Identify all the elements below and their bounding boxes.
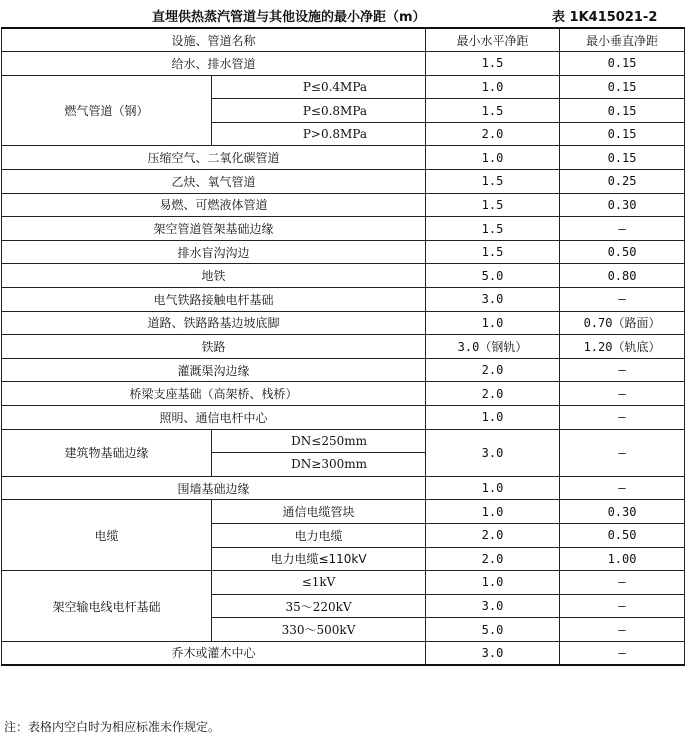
table-row xyxy=(2,500,685,524)
row-horizontal: 5.0 xyxy=(426,264,560,288)
row-vertical: — xyxy=(560,618,685,642)
row-name: 铁路 xyxy=(2,335,426,359)
row-name: 燃气管道（钢） xyxy=(2,75,212,146)
row-vertical: — xyxy=(560,571,685,595)
row-name: 道路、铁路路基边坡底脚 xyxy=(2,311,426,335)
row-vertical: 0.15 xyxy=(560,146,685,170)
table-row xyxy=(2,288,685,312)
row-vertical: 1.00 xyxy=(560,547,685,571)
table-row xyxy=(2,75,685,99)
row-horizontal: 2.0 xyxy=(426,547,560,571)
row-horizontal: 2.0 xyxy=(426,523,560,547)
table-row xyxy=(2,217,685,241)
row-name: 给水、排水管道 xyxy=(2,52,426,76)
row-vertical: — xyxy=(560,429,685,476)
table-row xyxy=(2,406,685,430)
table-row xyxy=(2,382,685,406)
table-title: 直埋供热蒸汽管道与其他设施的最小净距（m） xyxy=(152,10,426,25)
row-vertical: 0.15 xyxy=(560,52,685,76)
table-row xyxy=(2,311,685,335)
row-horizontal: 1.5 xyxy=(426,217,560,241)
row-name: 易燃、可燃液体管道 xyxy=(2,193,426,217)
row-subname: DN≤250mm xyxy=(212,429,426,453)
row-horizontal: 1.0 xyxy=(426,406,560,430)
row-vertical: 0.30 xyxy=(560,500,685,524)
row-horizontal: 1.0 xyxy=(426,571,560,595)
table-caption xyxy=(0,2,685,26)
row-subname: 电力电缆 xyxy=(212,523,426,547)
row-name: 电缆 xyxy=(2,500,212,571)
header-name: 设施、管道名称 xyxy=(2,28,426,52)
row-horizontal: 3.0 xyxy=(426,641,560,665)
row-name: 建筑物基础边缘 xyxy=(2,429,212,476)
row-horizontal: 3.0 xyxy=(426,288,560,312)
table-row xyxy=(2,240,685,264)
row-horizontal: 1.0 xyxy=(426,500,560,524)
clearance-table xyxy=(1,27,685,666)
row-vertical: — xyxy=(560,594,685,618)
row-subname: P≤0.8MPa xyxy=(212,99,426,123)
row-name: 架空输电线电杆基础 xyxy=(2,571,212,642)
row-vertical: 0.15 xyxy=(560,75,685,99)
row-horizontal: 2.0 xyxy=(426,122,560,146)
header-horizontal: 最小水平净距 xyxy=(426,28,560,52)
row-name: 灌溉渠沟边缘 xyxy=(2,358,426,382)
table-row xyxy=(2,264,685,288)
row-name: 乔木或灌木中心 xyxy=(2,641,426,665)
row-horizontal: 1.0 xyxy=(426,146,560,170)
table-number: 表 1K415021-2 xyxy=(552,10,658,25)
row-horizontal: 3.0（钢轨） xyxy=(426,335,560,359)
row-horizontal: 3.0 xyxy=(426,594,560,618)
row-subname: P≤0.4MPa xyxy=(212,75,426,99)
table-header-row xyxy=(2,28,685,52)
row-vertical: 0.70（路面） xyxy=(560,311,685,335)
row-name: 乙炔、氧气管道 xyxy=(2,170,426,194)
row-vertical: — xyxy=(560,358,685,382)
table-row xyxy=(2,571,685,595)
table-row xyxy=(2,358,685,382)
row-vertical: — xyxy=(560,288,685,312)
row-subname: 35～220kV xyxy=(212,594,426,618)
row-name: 排水盲沟沟边 xyxy=(2,240,426,264)
row-name: 桥梁支座基础（高架桥、栈桥） xyxy=(2,382,426,406)
row-horizontal: 1.5 xyxy=(426,240,560,264)
table-row xyxy=(2,641,685,665)
table-row xyxy=(2,476,685,500)
row-vertical: 0.80 xyxy=(560,264,685,288)
table-row xyxy=(2,429,685,453)
row-horizontal: 1.0 xyxy=(426,311,560,335)
row-vertical: — xyxy=(560,217,685,241)
row-vertical: 0.50 xyxy=(560,240,685,264)
row-vertical: 1.20（轨底） xyxy=(560,335,685,359)
row-horizontal: 2.0 xyxy=(426,382,560,406)
row-name: 架空管道管架基础边缘 xyxy=(2,217,426,241)
row-subname: DN≥300mm xyxy=(212,453,426,477)
table-row xyxy=(2,52,685,76)
row-vertical: 0.15 xyxy=(560,122,685,146)
row-horizontal: 1.5 xyxy=(426,170,560,194)
row-vertical: — xyxy=(560,406,685,430)
row-horizontal: 2.0 xyxy=(426,358,560,382)
row-horizontal: 1.0 xyxy=(426,75,560,99)
row-vertical: 0.50 xyxy=(560,523,685,547)
row-subname: P>0.8MPa xyxy=(212,122,426,146)
row-subname: 通信电缆管块 xyxy=(212,500,426,524)
table-row xyxy=(2,335,685,359)
row-vertical: 0.30 xyxy=(560,193,685,217)
row-horizontal: 3.0 xyxy=(426,429,560,476)
row-horizontal: 1.0 xyxy=(426,476,560,500)
row-name: 围墙基础边缘 xyxy=(2,476,426,500)
row-subname: ≤1kV xyxy=(212,571,426,595)
row-name: 地铁 xyxy=(2,264,426,288)
row-horizontal: 1.5 xyxy=(426,193,560,217)
table-note: 注：表格内空白时为相应标准未作规定。 xyxy=(4,720,221,734)
table-row xyxy=(2,146,685,170)
row-vertical: 0.25 xyxy=(560,170,685,194)
row-name: 压缩空气、二氧化碳管道 xyxy=(2,146,426,170)
row-vertical: — xyxy=(560,382,685,406)
row-name: 电气铁路接触电杆基础 xyxy=(2,288,426,312)
row-horizontal: 1.5 xyxy=(426,99,560,123)
row-horizontal: 1.5 xyxy=(426,52,560,76)
row-subname: 电力电缆≤110kV xyxy=(212,547,426,571)
row-vertical: 0.15 xyxy=(560,99,685,123)
table-row xyxy=(2,193,685,217)
row-name: 照明、通信电杆中心 xyxy=(2,406,426,430)
row-vertical: — xyxy=(560,641,685,665)
header-vertical: 最小垂直净距 xyxy=(560,28,685,52)
row-subname: 330～500kV xyxy=(212,618,426,642)
table-row xyxy=(2,170,685,194)
row-horizontal: 5.0 xyxy=(426,618,560,642)
row-vertical: — xyxy=(560,476,685,500)
